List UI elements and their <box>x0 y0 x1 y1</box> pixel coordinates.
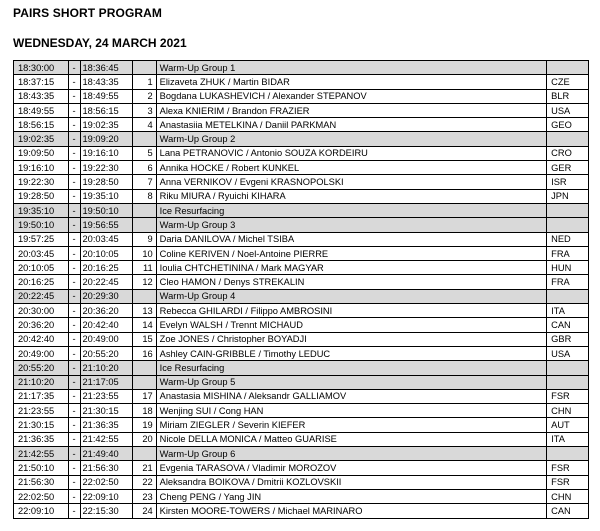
start-time: 19:50:10 <box>14 218 69 232</box>
nation-code: CAN <box>547 504 589 518</box>
start-time: 18:49:55 <box>14 103 69 117</box>
end-time: 20:16:25 <box>80 261 133 275</box>
nation-code: BLR <box>547 89 589 103</box>
skater-names: Daria DANILOVA / Michel TSIBA <box>156 232 546 246</box>
schedule-group-row <box>14 203 589 217</box>
start-number <box>133 361 157 375</box>
time-separator: - <box>68 504 80 518</box>
skater-names: Evgenia TARASOVA / Vladimir MOROZOV <box>156 461 546 475</box>
time-separator: - <box>68 75 80 89</box>
nation-code: CHN <box>547 489 589 503</box>
schedule-skater-row <box>14 504 589 518</box>
schedule-group-row <box>14 289 589 303</box>
start-number: 14 <box>133 318 157 332</box>
nation-code <box>547 61 589 75</box>
start-number: 21 <box>133 461 157 475</box>
time-separator: - <box>68 389 80 403</box>
start-time: 18:37:15 <box>14 75 69 89</box>
start-time: 20:36:20 <box>14 318 69 332</box>
start-time: 19:57:25 <box>14 232 69 246</box>
schedule-skater-row <box>14 118 589 132</box>
end-time: 18:56:15 <box>80 103 133 117</box>
start-time: 19:28:50 <box>14 189 69 203</box>
group-label: Ice Resurfacing <box>156 361 546 375</box>
start-number: 1 <box>133 75 157 89</box>
start-time: 21:50:10 <box>14 461 69 475</box>
schedule-skater-row <box>14 161 589 175</box>
nation-code: FSR <box>547 475 589 489</box>
end-time: 19:22:30 <box>80 161 133 175</box>
end-time: 19:09:20 <box>80 132 133 146</box>
start-number: 3 <box>133 103 157 117</box>
start-time: 20:30:00 <box>14 304 69 318</box>
skater-names: Evelyn WALSH / Trennt MICHAUD <box>156 318 546 332</box>
schedule-group-row <box>14 375 589 389</box>
nation-code: FRA <box>547 246 589 260</box>
skater-names: Ashley CAIN-GRIBBLE / Timothy LEDUC <box>156 346 546 360</box>
skater-names: Kirsten MOORE-TOWERS / Michael MARINARO <box>156 504 546 518</box>
nation-code <box>547 447 589 461</box>
schedule-skater-row <box>14 103 589 117</box>
end-time: 20:49:00 <box>80 332 133 346</box>
skater-names: Alexa KNIERIM / Brandon FRAZIER <box>156 103 546 117</box>
nation-code: FSR <box>547 389 589 403</box>
time-separator: - <box>68 404 80 418</box>
end-time: 18:49:55 <box>80 89 133 103</box>
end-time: 20:55:20 <box>80 346 133 360</box>
skater-names: Coline KERIVEN / Noel-Antoine PIERRE <box>156 246 546 260</box>
schedule-skater-row <box>14 246 589 260</box>
group-label: Warm-Up Group 5 <box>156 375 546 389</box>
time-separator: - <box>68 346 80 360</box>
start-number: 13 <box>133 304 157 318</box>
nation-code <box>547 218 589 232</box>
end-time: 22:15:30 <box>80 504 133 518</box>
nation-code: USA <box>547 346 589 360</box>
start-time: 18:30:00 <box>14 61 69 75</box>
start-time: 19:02:35 <box>14 132 69 146</box>
nation-code: CRO <box>547 146 589 160</box>
end-time: 21:36:35 <box>80 418 133 432</box>
start-number: 23 <box>133 489 157 503</box>
skater-names: Cleo HAMON / Denys STREKALIN <box>156 275 546 289</box>
skater-names: Aleksandra BOIKOVA / Dmitrii KOZLOVSKII <box>156 475 546 489</box>
schedule-skater-row <box>14 75 589 89</box>
skater-names: Anna VERNIKOV / Evgeni KRASNOPOLSKI <box>156 175 546 189</box>
end-time: 21:23:55 <box>80 389 133 403</box>
nation-code: GER <box>547 161 589 175</box>
start-time: 22:09:10 <box>14 504 69 518</box>
end-time: 20:36:20 <box>80 304 133 318</box>
end-time: 19:02:35 <box>80 118 133 132</box>
start-number <box>133 218 157 232</box>
start-number: 5 <box>133 146 157 160</box>
start-time: 20:03:45 <box>14 246 69 260</box>
start-number: 20 <box>133 432 157 446</box>
time-separator: - <box>68 318 80 332</box>
end-time: 20:03:45 <box>80 232 133 246</box>
start-time: 21:10:20 <box>14 375 69 389</box>
group-label: Warm-Up Group 4 <box>156 289 546 303</box>
nation-code: CAN <box>547 318 589 332</box>
time-separator: - <box>68 175 80 189</box>
schedule-skater-row <box>14 432 589 446</box>
nation-code: FRA <box>547 275 589 289</box>
end-time: 21:49:40 <box>80 447 133 461</box>
schedule-skater-row <box>14 189 589 203</box>
group-label: Warm-Up Group 3 <box>156 218 546 232</box>
start-number <box>133 447 157 461</box>
nation-code: GEO <box>547 118 589 132</box>
start-number: 16 <box>133 346 157 360</box>
schedule-skater-row <box>14 489 589 503</box>
skater-names: Anastasia MISHINA / Aleksandr GALLIAMOV <box>156 389 546 403</box>
time-separator: - <box>68 61 80 75</box>
skater-names: Cheng PENG / Yang JIN <box>156 489 546 503</box>
end-time: 18:36:45 <box>80 61 133 75</box>
start-number: 22 <box>133 475 157 489</box>
schedule-body <box>14 61 589 519</box>
end-time: 21:10:20 <box>80 361 133 375</box>
skater-names: Wenjing SUI / Cong HAN <box>156 404 546 418</box>
time-separator: - <box>68 447 80 461</box>
skater-names: Miriam ZIEGLER / Severin KIEFER <box>156 418 546 432</box>
start-number: 9 <box>133 232 157 246</box>
start-time: 21:30:15 <box>14 418 69 432</box>
start-number: 6 <box>133 161 157 175</box>
skater-names: Bogdana LUKASHEVICH / Alexander STEPANOV <box>156 89 546 103</box>
schedule-group-row <box>14 218 589 232</box>
time-separator: - <box>68 489 80 503</box>
nation-code: ITA <box>547 304 589 318</box>
schedule-skater-row <box>14 304 589 318</box>
start-time: 21:56:30 <box>14 475 69 489</box>
end-time: 20:29:30 <box>80 289 133 303</box>
start-time: 21:42:55 <box>14 447 69 461</box>
time-separator: - <box>68 461 80 475</box>
schedule-table <box>13 60 589 519</box>
time-separator: - <box>68 246 80 260</box>
time-separator: - <box>68 218 80 232</box>
time-separator: - <box>68 203 80 217</box>
start-number: 11 <box>133 261 157 275</box>
nation-code: HUN <box>547 261 589 275</box>
end-time: 19:16:10 <box>80 146 133 160</box>
end-time: 18:43:35 <box>80 75 133 89</box>
group-label: Warm-Up Group 1 <box>156 61 546 75</box>
start-time: 18:43:35 <box>14 89 69 103</box>
start-time: 20:16:25 <box>14 275 69 289</box>
skater-names: Elizaveta ZHUK / Martin BIDAR <box>156 75 546 89</box>
end-time: 22:09:10 <box>80 489 133 503</box>
time-separator: - <box>68 132 80 146</box>
start-number <box>133 289 157 303</box>
schedule-skater-row <box>14 346 589 360</box>
start-time: 20:22:45 <box>14 289 69 303</box>
nation-code: FSR <box>547 461 589 475</box>
event-date: WEDNESDAY, 24 MARCH 2021 <box>13 36 187 50</box>
nation-code: AUT <box>547 418 589 432</box>
start-number: 18 <box>133 404 157 418</box>
end-time: 21:17:05 <box>80 375 133 389</box>
time-separator: - <box>68 261 80 275</box>
group-label: Warm-Up Group 6 <box>156 447 546 461</box>
schedule-group-row <box>14 447 589 461</box>
start-number: 10 <box>133 246 157 260</box>
skater-names: Nicole DELLA MONICA / Matteo GUARISE <box>156 432 546 446</box>
start-time: 21:17:35 <box>14 389 69 403</box>
skater-names: Zoe JONES / Christopher BOYADJI <box>156 332 546 346</box>
time-separator: - <box>68 304 80 318</box>
start-number: 7 <box>133 175 157 189</box>
nation-code: CZE <box>547 75 589 89</box>
end-time: 19:35:10 <box>80 189 133 203</box>
start-number: 2 <box>133 89 157 103</box>
schedule-skater-row <box>14 389 589 403</box>
nation-code: ITA <box>547 432 589 446</box>
schedule-skater-row <box>14 89 589 103</box>
group-label: Ice Resurfacing <box>156 203 546 217</box>
group-label: Warm-Up Group 2 <box>156 132 546 146</box>
nation-code: CHN <box>547 404 589 418</box>
skater-names: Anastasiia METELKINA / Daniil PARKMAN <box>156 118 546 132</box>
time-separator: - <box>68 475 80 489</box>
page-title: PAIRS SHORT PROGRAM <box>13 6 163 20</box>
skater-names: Rebecca GHILARDI / Filippo AMBROSINI <box>156 304 546 318</box>
end-time: 21:42:55 <box>80 432 133 446</box>
nation-code: USA <box>547 103 589 117</box>
start-time: 20:49:00 <box>14 346 69 360</box>
start-number: 8 <box>133 189 157 203</box>
start-number <box>133 375 157 389</box>
time-separator: - <box>68 275 80 289</box>
time-separator: - <box>68 161 80 175</box>
skater-names: Ioulia CHTCHETININA / Mark MAGYAR <box>156 261 546 275</box>
nation-code <box>547 132 589 146</box>
nation-code: ISR <box>547 175 589 189</box>
time-separator: - <box>68 103 80 117</box>
time-separator: - <box>68 375 80 389</box>
end-time: 21:30:15 <box>80 404 133 418</box>
end-time: 19:56:55 <box>80 218 133 232</box>
time-separator: - <box>68 189 80 203</box>
end-time: 21:56:30 <box>80 461 133 475</box>
schedule-skater-row <box>14 232 589 246</box>
start-time: 20:10:05 <box>14 261 69 275</box>
start-time: 18:56:15 <box>14 118 69 132</box>
end-time: 20:10:05 <box>80 246 133 260</box>
start-number: 24 <box>133 504 157 518</box>
start-number: 19 <box>133 418 157 432</box>
end-time: 22:02:50 <box>80 475 133 489</box>
start-number <box>133 61 157 75</box>
start-time: 21:23:55 <box>14 404 69 418</box>
time-separator: - <box>68 432 80 446</box>
time-separator: - <box>68 146 80 160</box>
time-separator: - <box>68 361 80 375</box>
nation-code: JPN <box>547 189 589 203</box>
start-time: 19:16:10 <box>14 161 69 175</box>
end-time: 19:28:50 <box>80 175 133 189</box>
nation-code: NED <box>547 232 589 246</box>
time-separator: - <box>68 332 80 346</box>
schedule-skater-row <box>14 418 589 432</box>
schedule-skater-row <box>14 275 589 289</box>
schedule-skater-row <box>14 175 589 189</box>
start-time: 20:55:20 <box>14 361 69 375</box>
schedule-skater-row <box>14 261 589 275</box>
schedule-skater-row <box>14 318 589 332</box>
schedule-skater-row <box>14 146 589 160</box>
start-number: 15 <box>133 332 157 346</box>
nation-code <box>547 203 589 217</box>
time-separator: - <box>68 232 80 246</box>
start-time: 19:09:50 <box>14 146 69 160</box>
start-number: 4 <box>133 118 157 132</box>
time-separator: - <box>68 289 80 303</box>
end-time: 20:22:45 <box>80 275 133 289</box>
start-time: 19:35:10 <box>14 203 69 217</box>
nation-code <box>547 289 589 303</box>
schedule-group-row <box>14 361 589 375</box>
start-number <box>133 203 157 217</box>
skater-names: Annika HOCKE / Robert KUNKEL <box>156 161 546 175</box>
schedule-skater-row <box>14 404 589 418</box>
start-time: 20:42:40 <box>14 332 69 346</box>
start-time: 19:22:30 <box>14 175 69 189</box>
skater-names: Riku MIURA / Ryuichi KIHARA <box>156 189 546 203</box>
nation-code: GBR <box>547 332 589 346</box>
start-time: 22:02:50 <box>14 489 69 503</box>
start-time: 21:36:35 <box>14 432 69 446</box>
schedule-skater-row <box>14 332 589 346</box>
schedule-group-row <box>14 61 589 75</box>
time-separator: - <box>68 118 80 132</box>
schedule-skater-row <box>14 475 589 489</box>
time-separator: - <box>68 89 80 103</box>
schedule-group-row <box>14 132 589 146</box>
end-time: 19:50:10 <box>80 203 133 217</box>
time-separator: - <box>68 418 80 432</box>
nation-code <box>547 375 589 389</box>
nation-code <box>547 361 589 375</box>
end-time: 20:42:40 <box>80 318 133 332</box>
skater-names: Lana PETRANOVIC / Antonio SOUZA KORDEIRU <box>156 146 546 160</box>
schedule-skater-row <box>14 461 589 475</box>
start-number <box>133 132 157 146</box>
start-number: 12 <box>133 275 157 289</box>
start-number: 17 <box>133 389 157 403</box>
